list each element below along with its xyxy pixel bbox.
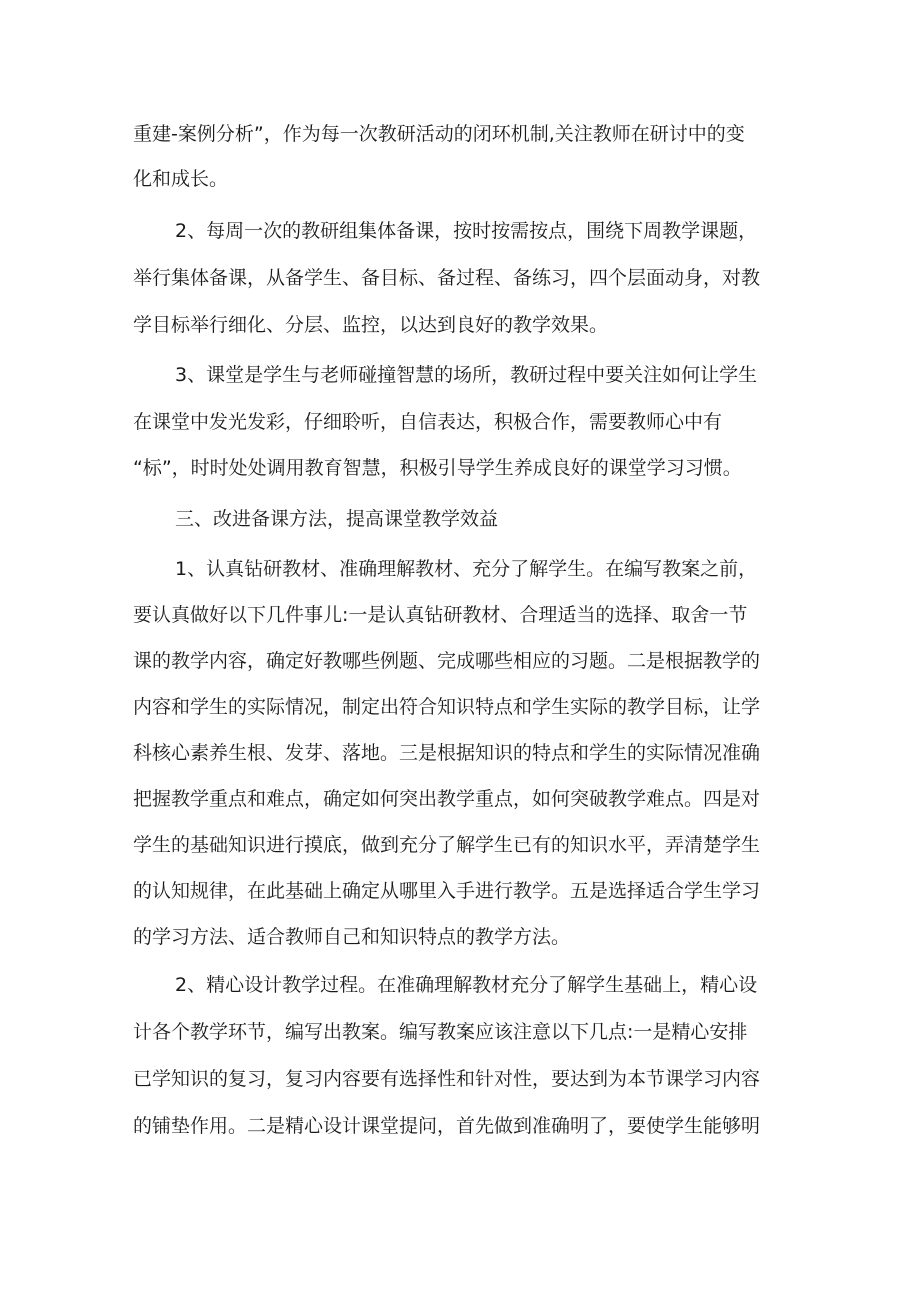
paragraph-line: 的认知规律，在此基础上确定从哪里入手进行教学。五是选择适合学生学习 (133, 880, 761, 902)
paragraph-line: 1、认真钻研教材、准确理解教材、充分了解学生。在编写教案之前， (175, 558, 758, 580)
paragraph-line: 2、精心设计教学过程。在准确理解教材充分了解学生基础上，精心设 (175, 974, 758, 996)
paragraph-line: 重建-案例分析”，作为每一次教研活动的闭环机制,关注教师在研讨中的变 (133, 123, 745, 145)
paragraph-line: 要认真做好以下几件事儿:一是认真钻研教材、合理适当的选择、取舍一节 (133, 604, 748, 626)
paragraph-line: “标”，时时处处调用教育智慧，积极引导学生养成良好的课堂学习习惯。 (133, 457, 742, 479)
paragraph-line: 的学习方法、适合教师自己和知识特点的教学方法。 (133, 926, 571, 948)
paragraph-line: 已学知识的复习，复习内容要有选择性和针对性，要达到为本节课学习内容 (133, 1068, 761, 1090)
paragraph-line: 学目标举行细化、分层、监控，以达到良好的教学效果。 (133, 314, 609, 336)
paragraph-line: 化和成长。 (133, 168, 229, 190)
paragraph-line: 的铺垫作用。二是精心设计课堂提问，首先做到准确明了，要使学生能够明 (133, 1115, 761, 1137)
paragraph-line: 课的教学内容，确定好教哪些例题、完成哪些相应的习题。二是根据教学的 (133, 650, 761, 672)
paragraph-line: 3、课堂是学生与老师碰撞智慧的场所，教研过程中要关注如何让学生 (175, 364, 758, 386)
paragraph-line: 2、每周一次的教研组集体备课，按时按需按点，围绕下周教学课题， (175, 220, 758, 242)
paragraph-line: 举行集体备课，从备学生、备目标、备过程、备练习，四个层面动身，对教 (133, 267, 761, 289)
paragraph-line: 计各个教学环节，编写出教案。编写教案应该注意以下几点:一是精心安排 (133, 1021, 748, 1043)
paragraph-line: 学生的基础知识进行摸底，做到充分了解学生已有的知识水平，弄清楚学生 (133, 834, 761, 856)
paragraph-line: 内容和学生的实际情况，制定出符合知识特点和学生实际的教学目标，让学 (133, 696, 761, 718)
section-heading-text: 三、改进备课方法，提高课堂教学效益 (175, 508, 499, 530)
paragraph-line: 把握教学重点和难点，确定如何突出教学重点，如何突破教学难点。四是对 (133, 788, 761, 810)
paragraph-line: 科核心素养生根、发芽、落地。三是根据知识的特点和学生的实际情况准确 (133, 742, 761, 764)
paragraph-line: 在课堂中发光发彩，仔细聆听，自信表达，积极合作，需要教师心中有 (133, 411, 723, 433)
